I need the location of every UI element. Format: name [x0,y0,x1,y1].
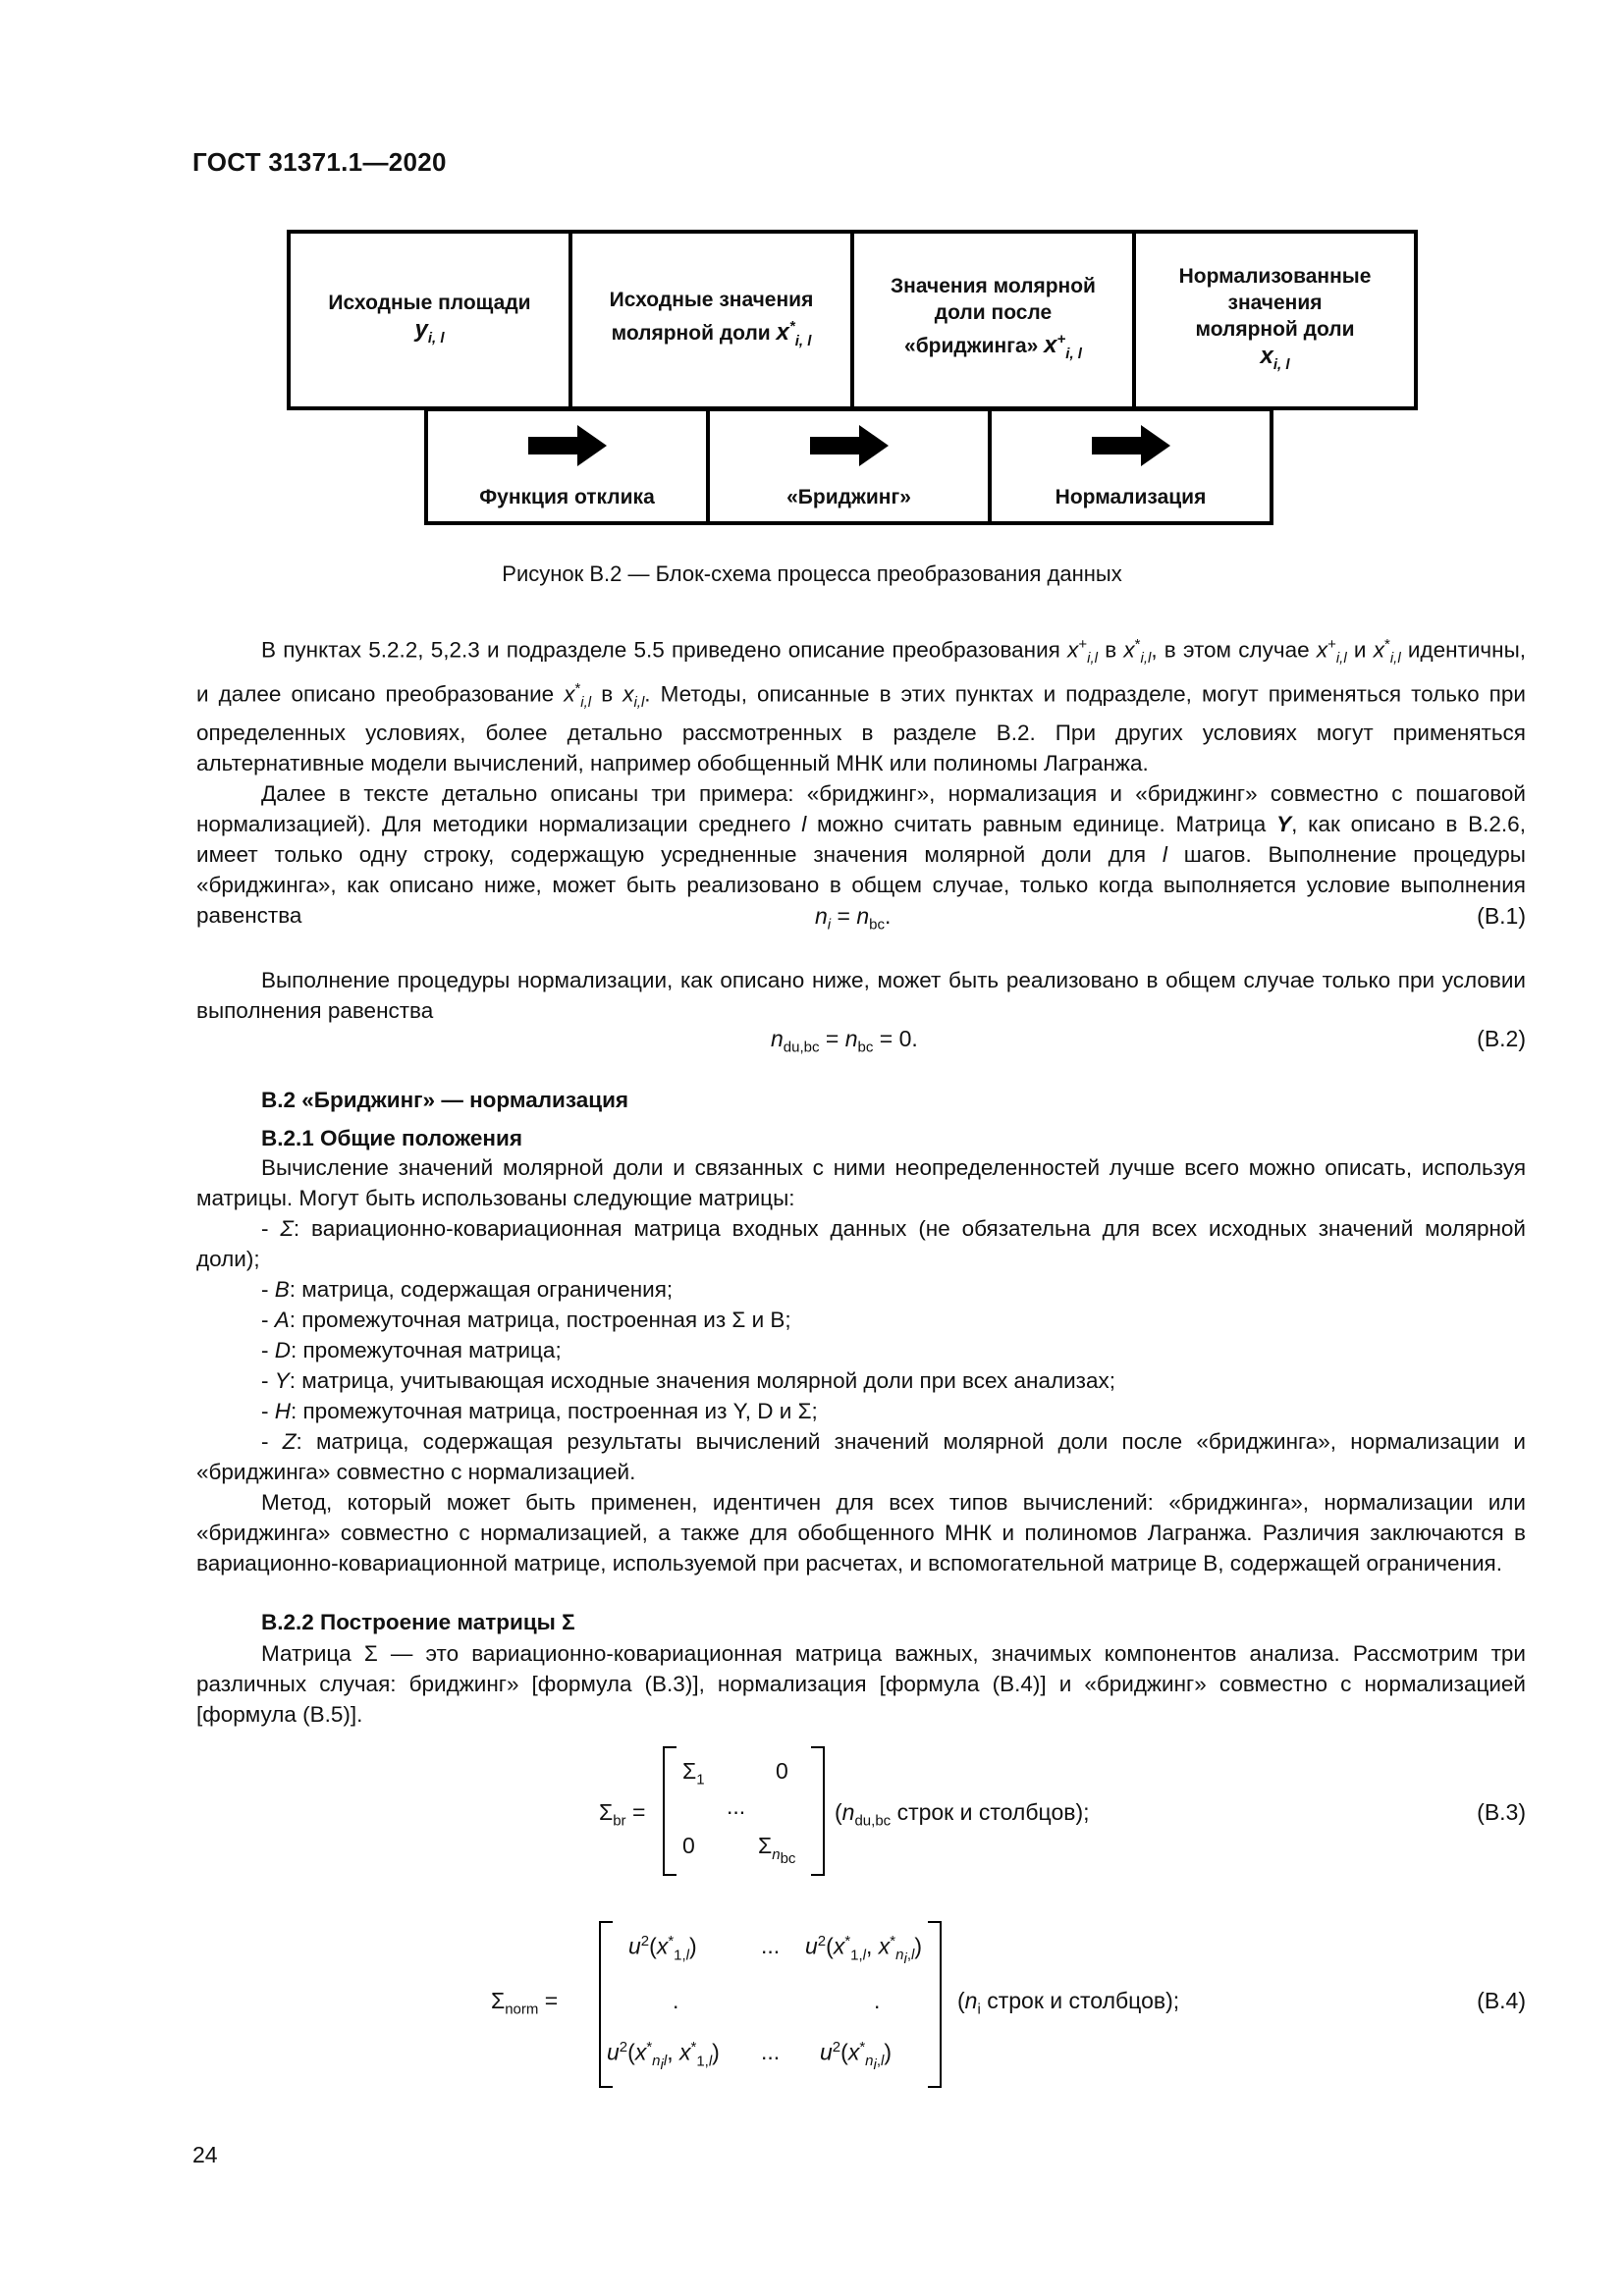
right-arrow-icon [810,425,889,466]
flowchart-step-normalization: Нормализация [988,407,1273,525]
list-item: - A: промежуточная матрица, построенная из Σ и B; [261,1308,791,1332]
section-b22-body: Матрица Σ — это вариационно-ковариационная матрица важных, значимых компонентов анализа. Рассмотрим три различных случая: бриджинг» [формула (В.3)], нормализация [формула (В.4)] и «бриджинг» совместно с нормализацией [формула (В.5)]. [196,1641,1526,1727]
symbol-x-plus: $x^+_{i, l}$ [1044,331,1082,362]
equation-b2: $n_{du,bc} = n_{bc} = 0$. (В.2) [771,1026,1526,1056]
list-item: - B: матрица, содержащая ограничения; [261,1277,674,1302]
equation-b3: $\Sigma_{br}$ = $\Sigma_1$ 0 ... 0 $\Sigma_{n_{bc}}$ ($n_{du,bc}$ строк и столбцов); (В.3) [196,1742,1526,1880]
right-arrow-icon [1092,425,1170,466]
page-number: 24 [192,2142,218,2167]
symbol-x: $x_{i, l}$ [1260,342,1290,373]
list-item: - H: промежуточная матрица, построенная из Y, D и Σ; [261,1399,818,1423]
list-item: - Σ: вариационно-ковариационная матрица входных данных (не обязательна для всех исходных значений молярной доли); [196,1216,1526,1271]
paragraph-transformations: В пунктах 5.2.2, 5,2.3 и подразделе 5.5 приведено описание преобразования $x^+_{i,l}$ в $x^*_{i,l}$, в этом случае $x^+_{i,l}$ и $x^*_{i,l}$ идентичны, и далее описано преобразование $x^*_{i,l}$ в $x_{i,l}$. Методы, описанные в этих пунктах и подразделе, могут применяться только при определенных условиях, более детально рассмотренных в разделе В.2. При других условиях могут применяться альтернативные модели вычислений, например обобщенный МНК или полиномы Лагранжа. Далее в тексте детально описаны три примера: «бриджинг», нормализация и «бриджинг» совместно с пошаговой нормализацией). Для методики нормализации среднего l можно считать равным единице. Матрица Y, как описано в В.2.6, имеет только одну строку, содержащую усредненные значения молярной доли для l шагов. Выполнение процедуры «бриджинга», как описано ниже, может быть реализовано в общем случае, только когда выполняется условие выполнения равенства [196,636,1526,928]
section-b21-body: Вычисление значений молярной доли и связанных с ними неопределенностей лучше всего можно описать, используя матрицы. Могут быть использованы следующие матрицы: - Σ: вариационно-ковариационная матрица входных данных (не обязательна для всех исходных значений молярной доли); - B: матрица, содержащая ограничения; - A: промежуточная матрица, построенная из Σ и B; - D: промежуточная матрица; - Y: матрица, учитывающая исходные значения молярной доли при всех анализах; - H: промежуточная матрица, построенная из Y, D и Σ; - Z: матрица, содержащая результаты вычислений значений молярной доли после «бриджинга», нормализации и «бриджинга» совместно с нормализацией. Метод, который может быть применен, идентичен для всех типов вычислений: «бриджинга», нормализации или «бриджинга» совместно с нормализацией, а также для обобщенного МНК и полиномов Лагранжа. Различия заключаются в вариационно-ковариационной матрице, используемой при расчетах, и вспомогательной матрице B, содержащей ограничения. [196,1155,1526,1575]
flowchart-box-normalized-fractions: Нормализованные значения молярной доли $x_{i, l}$ [1132,230,1418,410]
section-heading-b2: В.2 «Бриджинг» — нормализация [261,1088,629,1112]
flowchart-step-bridging: «Бриджинг» [706,407,992,525]
flowchart-bottom-row [424,407,1273,525]
section-heading-b21: В.2.1 Общие положения [261,1126,522,1150]
figure-caption: Рисунок В.2 — Блок-схема процесса преобразования данных [502,561,1122,586]
list-item: - Y: матрица, учитывающая исходные значения молярной доли при всех анализах; [261,1368,1115,1393]
page-header: ГОСТ 31371.1—2020 [192,147,447,177]
symbol-x-star: $x^*_{i, l}$ [776,317,812,349]
symbol-y: $y_{i, l}$ [414,315,445,347]
list-item: - Z: матрица, содержащая результаты вычислений значений молярной доли после «бриджинга», нормализации и «бриджинга» совместно с нормализацией. [196,1429,1526,1484]
equation-b1: $n_i = n_{bc}$. (В.1) [815,903,1526,934]
paragraph-normalization-condition: Выполнение процедуры нормализации, как описано ниже, может быть реализовано в общем случае только при условии выполнения равенства [196,968,1526,1023]
flowchart-top-row [287,230,1418,410]
flowchart-box-bridged-fractions: Значения молярной доли после «бриджинга» $x^+_{i, l}$ [850,230,1136,410]
flowchart-box-source-areas: Исходные площади $y_{i, l}$ [287,230,572,410]
list-item: - D: промежуточная матрица; [261,1338,562,1362]
flowchart-step-response: Функция отклика [424,407,710,525]
flowchart-box-source-fractions: Исходные значения молярной доли $x^*_{i, l}$ [568,230,854,410]
equation-b4: $\Sigma_{norm}$ = $u^2(x^*_{1,l})$ ... $u^2(x^*_{1,l}$, $x^*_{n_i,l}$) . . $u^2(x^*_{n_il}$, $x^*_{1,l}$) ... $u^2(x^*_{n_i,l})$ ($n_i$ строк и столбцов); (В.4) [196,1919,1526,2086]
section-heading-b22: В.2.2 Построение матрицы Σ [261,1610,575,1634]
right-arrow-icon [528,425,607,466]
